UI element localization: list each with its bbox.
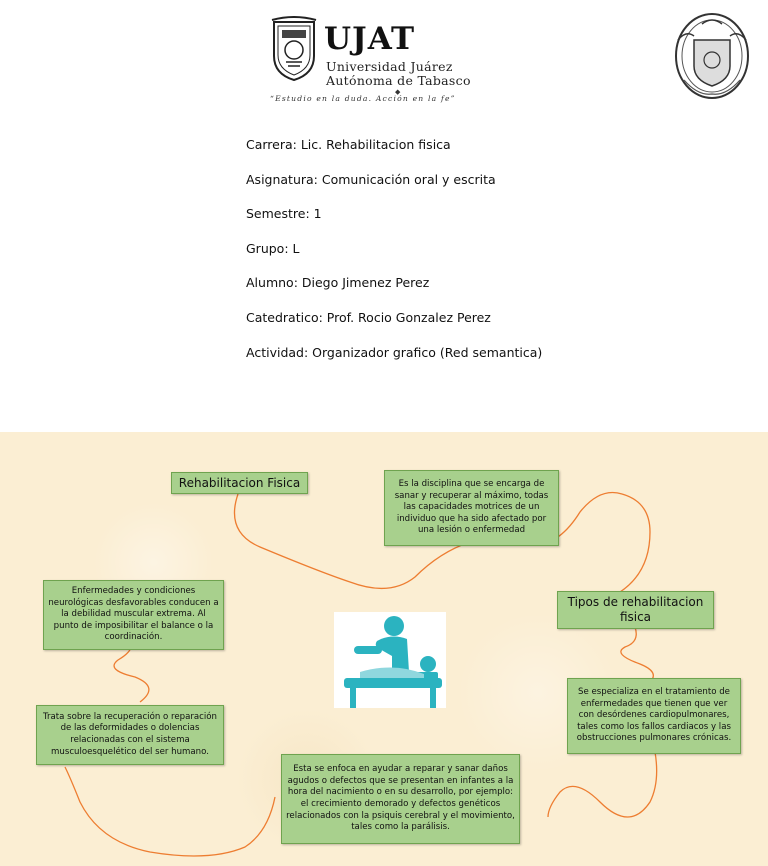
info-catedratico: Catedratico: Prof. Rocio Gonzalez Perez (246, 309, 491, 325)
cardio-box (567, 678, 741, 754)
info-grupo: Grupo: L (246, 240, 300, 256)
divider-diamond-icon: ◆ (395, 89, 401, 96)
main-title-text: Rehabilitacion Fisica (178, 475, 301, 490)
student-info (246, 136, 542, 378)
ujat-logo (270, 14, 480, 106)
university-name-line-1: Universidad Juárez (326, 59, 453, 74)
semantic-network (0, 432, 768, 866)
university-name-line-2: Autónoma de Tabasco (326, 73, 471, 88)
university-acronym: UJAT (324, 21, 416, 57)
physiotherapist-icon (334, 612, 446, 708)
neuro-box (43, 580, 224, 650)
info-alumno: Alumno: Diego Jimenez Perez (246, 275, 430, 291)
pediatric-box (281, 754, 520, 844)
info-asignatura: Asignatura: Comunicación oral y escrita (246, 171, 496, 187)
physiotherapy-illustration (334, 612, 446, 708)
main-title-box (171, 472, 308, 494)
definition-box (384, 470, 559, 546)
document-header (0, 0, 768, 430)
info-semestre: Semestre: 1 (246, 206, 322, 222)
ortho-text: Trata sobre la recuperación o reparación de las deformidades o dolencias relacionadas con el sistema musculoesquelético del ser humano. (43, 711, 217, 757)
university-seal-icon (672, 10, 752, 102)
ortho-box (36, 705, 224, 765)
definition-text: Es la disciplina que se encarga de sanar y recuperar al máximo, todas las capacidades motrices de un individuo que ha sido afectado por una lesión o enfermedad (394, 479, 549, 536)
info-actividad: Actividad: Organizador grafico (Red semantica) (246, 344, 543, 360)
ujat-shield-icon (270, 16, 318, 82)
university-motto: “Estudio en la duda. Acción en la fe” (270, 94, 456, 103)
neuro-text: Enfermedades y condiciones neurológicas desfavorables conducen a la debilidad muscular extrema. Al punto de imposibilitar el balance o la coordinación. (48, 586, 219, 643)
curve-types-to-cardio (621, 627, 653, 682)
cardio-text: Se especializa en el tratamiento de enfermedades que tienen que ver con desórdenes cardiopulmonares, tales como los fallos cardiacos y las obstrucciones pulmonares crónicas. (576, 687, 732, 744)
curve-cardio-to-pediatric (548, 752, 657, 817)
types-title-text: Tipos de rehabilitacion fisica (567, 595, 704, 624)
types-title-box (557, 591, 714, 629)
pediatric-text: Esta se enfoca en ayudar a reparar y sanar daños agudos o defectos que se presentan en infantes a la hora del nacimiento o en su desarrollo, por ejemplo: el crecimiento demorado y defectos genéticos relacionados con la psiquis cerebral y el movimiento, tales como la parálisis. (286, 764, 515, 833)
curve-pediatric-to-ortho (65, 767, 275, 856)
info-carrera: Carrera: Lic. Rehabilitacion fisica (246, 137, 451, 152)
